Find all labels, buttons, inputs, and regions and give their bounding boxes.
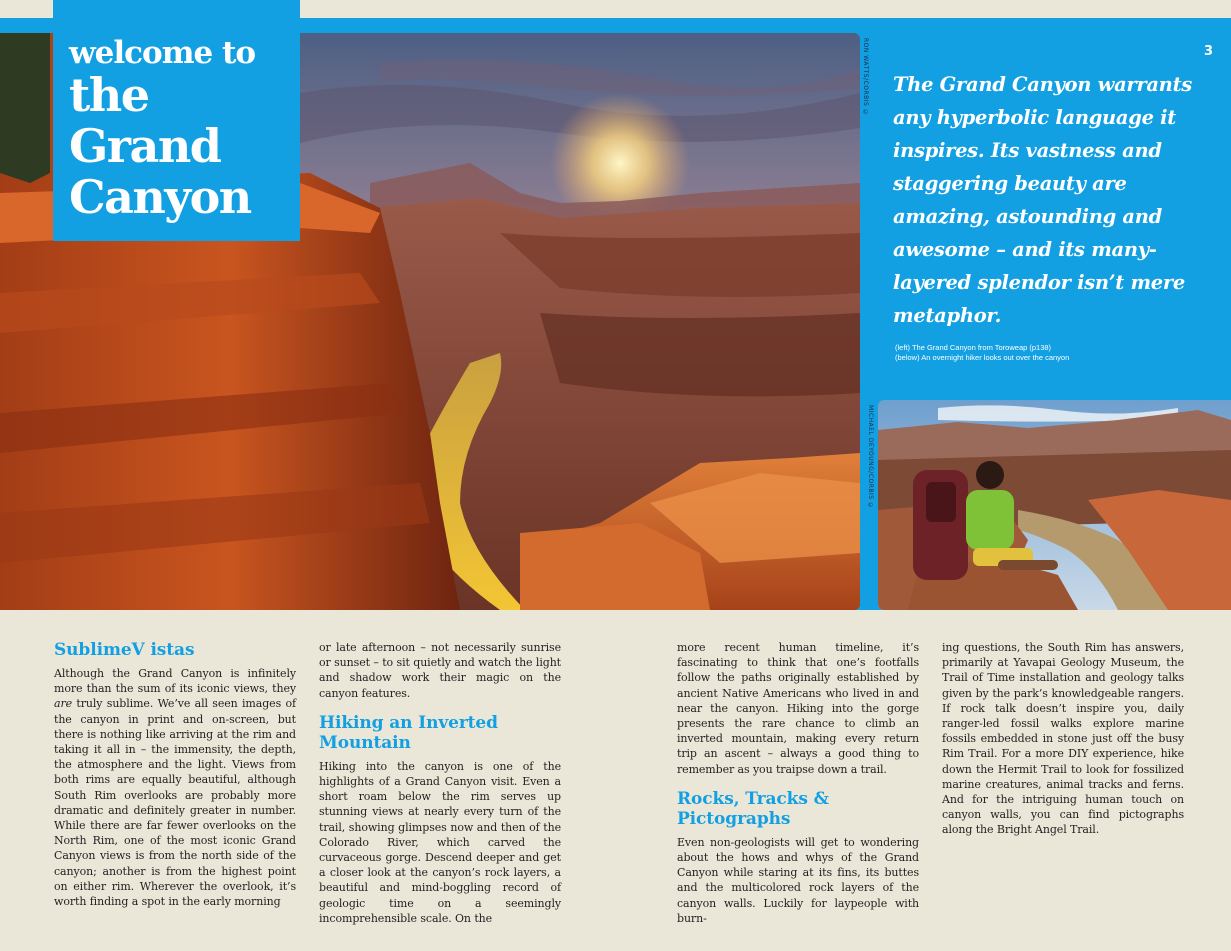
hiker-photo (878, 400, 1231, 610)
column-4 (942, 640, 1184, 838)
heading-rocks-tracks-pictographs: Rocks, Tracks & Pictographs (677, 788, 829, 829)
sublime-text-end: truly sublime. We’ve all seen images of the canyon in print and on-screen, but there is nothing like arriving at the rim and taking it all in – the immensity, the depth, the atmosphere and the light. Views from both rims are equally beautiful, although South Rim overlooks are probably more dramatic and definitely greater in number. While there are far fewer overlooks on the North Rim, one of the most iconic Grand Canyon views is from the north side of the canyon; another is from the highest point on either rim. Wherever the overlook, it’s worth finding a spot in the early morning (54, 697, 296, 909)
small-photo-credit: MICHAEL DEYOUNG/CORBIS © (867, 405, 874, 510)
paragraph-rocks: Even non-geologists will get to wondering about the hows and whys of the Grand Canyon while staring at its fins, its buttes and the multicolored rock layers of the canyon walls. Luckily for laypeople with burn- (677, 835, 919, 925)
paragraph-sublime-vistas (54, 666, 296, 909)
title-line-the: the (69, 68, 149, 122)
column-2 (319, 640, 561, 926)
title-line-welcome: welcome to (69, 35, 256, 71)
heading-sublime-vistas: SublimeV istas (54, 640, 195, 660)
sublime-text-start: Although the Grand Canyon is infinitely more than the sum of its iconic views, they (54, 667, 296, 696)
title-box (53, 0, 300, 241)
title-line-canyon: Canyon (69, 170, 251, 224)
heading-hiking-inverted-mountain: Hiking an Inverted Mountain (319, 712, 498, 753)
pull-quote: The Grand Canyon warrants any hyperbolic language it inspires. Its vastness and staggering beauty are amazing, astounding and awesome – and its many-layered splendor isn’t mere metaphor. (893, 73, 1192, 327)
sublime-emphasis: are (54, 697, 73, 711)
column-3 (677, 640, 919, 926)
title-line-grand: Grand (69, 119, 221, 173)
page-number: 3 (1204, 44, 1214, 59)
paragraph-hiking: Hiking into the canyon is one of the highlights of a Grand Canyon visit. Even a short roam below the rim serves up stunning views at nearly every turn of the trail, showing glimpses now and then of the Colorado River, which carved the curvaceous gorge. Descend deeper and get a closer look at the canyon’s rock layers, a beautiful and mind-boggling record of geologic time on a seemingly incomprehensible scale. On the (319, 759, 561, 925)
column-1 (54, 640, 296, 909)
caption-left: (left) The Grand Canyon from Toroweap (p138) (895, 343, 1052, 352)
caption-below: (below) An overnight hiker looks out over the canyon (895, 353, 1070, 362)
paragraph-sublime-vistas-continued: or late afternoon – not necessarily sunrise or sunset – to sit quietly and watch the light and shadow work their magic on the canyon features. (319, 641, 561, 700)
paragraph-rocks-continued: ing questions, the South Rim has answers, primarily at Yavapai Geology Museum, the Trail of Time installation and geology talks given by the park’s knowledgeable rangers. If rock talk doesn’t inspire you, daily ranger-led fossil walks explore marine fossils embedded in stone just off the busy Rim Trail. For a more DIY experience, hike down the Hermit Trail to look for fossilized marine creatures, animal tracks and ferns. And for the intriguing human touch on canyon walls, you can find pictographs along the Bright Angel Trail. (942, 641, 1184, 837)
photo-captions (895, 343, 1225, 363)
main-photo-credit: RON WATTS/CORBIS © (862, 38, 869, 117)
paragraph-hiking-continued: more recent human timeline, it’s fascinating to think that one’s footfalls follow the paths originally established by ancient Native Americans who lived in and near the canyon. Hiking into the gorge presents the rare chance to climb an inverted mountain, making every return trip an ascent – always a good thing to remember as you traipse down a trail. (677, 641, 919, 776)
